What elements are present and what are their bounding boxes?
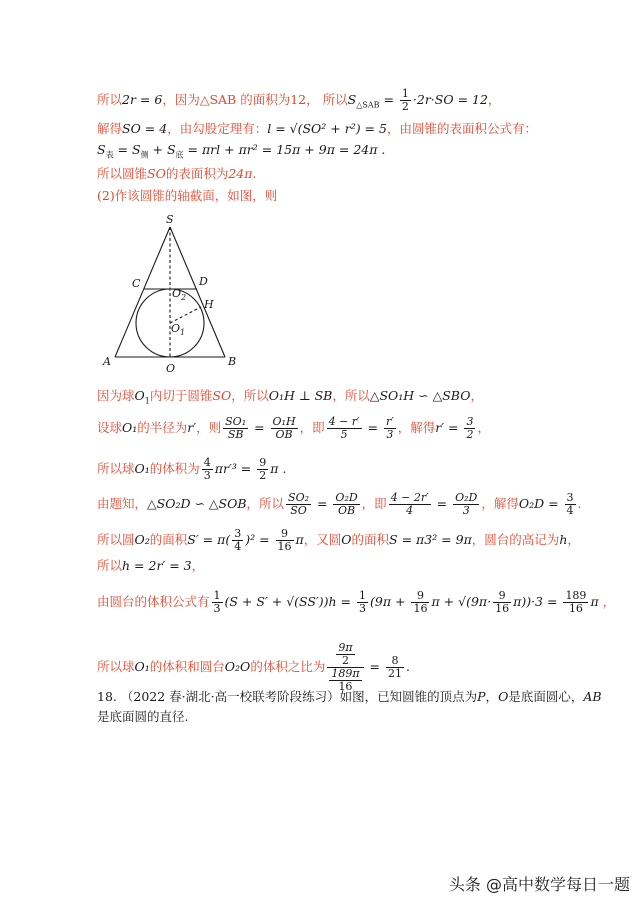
text: 内切于圆锥 bbox=[149, 388, 213, 403]
math: AB bbox=[583, 689, 602, 704]
text: ， bbox=[598, 594, 616, 609]
text: 所以圆锥 bbox=[97, 166, 148, 181]
math: ·2r·SO = 12 bbox=[412, 92, 488, 107]
math: O₁H ⊥ SB bbox=[268, 388, 333, 403]
math: SO = 4 bbox=[122, 121, 168, 136]
question-18-line-2 bbox=[97, 708, 188, 726]
text: 的体积之比为 bbox=[250, 659, 326, 674]
text: 设球 bbox=[97, 420, 123, 435]
text: 由题知， bbox=[97, 496, 148, 511]
math: π + √(9π· bbox=[431, 594, 492, 609]
text: ， bbox=[477, 420, 490, 435]
math: = bbox=[379, 92, 398, 107]
math-sub: △SAB bbox=[356, 100, 380, 110]
text: 由圆台的体积公式有 bbox=[97, 594, 210, 609]
watermark: 头条 @高中数学每日一题 bbox=[448, 875, 630, 894]
text: ， bbox=[567, 532, 580, 547]
text: ，所以 bbox=[231, 388, 269, 403]
math: O₂D = bbox=[518, 496, 563, 511]
fraction: $\frac{1}{3}$ bbox=[213, 589, 221, 615]
label-b: B bbox=[228, 355, 237, 368]
text: 所以球 bbox=[97, 659, 135, 674]
text: . bbox=[577, 496, 582, 511]
label-a: A bbox=[103, 355, 111, 368]
math: O₁ bbox=[122, 420, 138, 435]
math: S bbox=[347, 92, 357, 107]
text: 所以 bbox=[97, 92, 123, 107]
text: 的表面积为 bbox=[165, 166, 229, 181]
math: = bbox=[363, 420, 382, 435]
text: 的半径为 bbox=[137, 420, 188, 435]
label-c: C bbox=[132, 277, 141, 290]
math: π bbox=[590, 594, 599, 609]
math: π bbox=[295, 532, 304, 547]
text: ，由勾股定理有： bbox=[167, 121, 268, 136]
math: O₂O bbox=[224, 659, 251, 674]
math: (S + S′ + √(SS′))h = bbox=[224, 594, 356, 609]
solution-line-7 bbox=[97, 416, 490, 441]
math: = bbox=[313, 496, 332, 511]
math: r′ bbox=[187, 420, 197, 435]
label-o2: $O_2$ bbox=[172, 287, 187, 302]
math: πr′³ = bbox=[214, 461, 256, 476]
math: h bbox=[559, 532, 568, 547]
text: ， bbox=[487, 92, 501, 107]
text: 是底面圆心， bbox=[508, 689, 584, 704]
text: 12 bbox=[290, 92, 307, 107]
label-d: D bbox=[199, 275, 208, 288]
fraction: $\frac{\text{SO₁}}{SB}$ bbox=[225, 415, 247, 441]
math: SO bbox=[212, 388, 232, 403]
label-o1: $O_1$ bbox=[171, 322, 186, 337]
text: 所以 bbox=[97, 558, 123, 573]
fraction: $\frac{\text{O₁H}}{OB}$ bbox=[272, 415, 296, 441]
fraction: $\frac{\text{O₂D}}{OB}$ bbox=[335, 491, 358, 517]
text: ， bbox=[485, 689, 499, 704]
question-source: （2022 春·湖北·高一校联考阶段练习） bbox=[120, 689, 340, 704]
math-sub: 侧 bbox=[140, 150, 149, 160]
text: (2)作该圆锥的轴截面，如图，则 bbox=[97, 188, 278, 203]
label-s: S bbox=[166, 215, 174, 226]
math: S = π3² = 9π bbox=[389, 532, 472, 547]
fraction: $\frac{3}{4}$ bbox=[566, 491, 574, 517]
math: = S bbox=[113, 142, 141, 157]
fraction: $\frac{4 - 2r'}{4}$ bbox=[390, 491, 429, 517]
fraction: $\frac{\text{SO₂}}{SO}$ bbox=[288, 491, 309, 517]
text: . bbox=[377, 142, 386, 157]
fraction: $\frac{9}{16}$ bbox=[413, 589, 428, 615]
text: 因为球 bbox=[97, 388, 135, 403]
solution-line-3 bbox=[97, 142, 385, 164]
text: 所以圆 bbox=[97, 532, 135, 547]
solution-line-11 bbox=[97, 558, 204, 574]
fraction: $\frac{3}{2}$ bbox=[466, 415, 474, 441]
math-sub: 底 bbox=[175, 150, 184, 160]
math: O₂ bbox=[134, 532, 150, 547]
math: )² = bbox=[245, 532, 274, 547]
math: l = √(SO² + r²) = 5 bbox=[267, 121, 387, 136]
text: ， 所以 bbox=[306, 92, 348, 107]
question-18 bbox=[97, 688, 602, 706]
text: 解得 bbox=[97, 121, 123, 136]
text: ，解得 bbox=[481, 496, 519, 511]
fraction: $\frac{8}{21}$ bbox=[387, 654, 402, 680]
fraction: $\frac{9}{2}$ bbox=[259, 456, 267, 482]
fraction: $\frac{1}{2}$ bbox=[401, 87, 409, 113]
math: 2r = 6 bbox=[122, 92, 163, 107]
solution-line-6 bbox=[97, 388, 483, 410]
label-h: H bbox=[204, 298, 214, 311]
solution-line-1 bbox=[97, 88, 500, 114]
text: ，因为 bbox=[162, 92, 200, 107]
cone-cross-section-figure bbox=[100, 215, 250, 375]
math: △SO₂D ∽ △SOB bbox=[147, 496, 247, 511]
math: SO bbox=[147, 166, 166, 181]
text: ，所以 bbox=[246, 496, 285, 511]
text: 如图，已知圆锥的顶点为 bbox=[339, 689, 478, 704]
math: S bbox=[97, 142, 106, 157]
text: ，则 bbox=[196, 420, 222, 435]
solution-line-2 bbox=[97, 121, 537, 137]
math: O₁ bbox=[134, 461, 150, 476]
text: ，即 bbox=[299, 420, 325, 435]
edge-sa bbox=[115, 227, 170, 357]
math: O bbox=[134, 388, 145, 403]
math: π . bbox=[270, 461, 287, 476]
text: ，即 bbox=[361, 496, 387, 511]
text: . bbox=[252, 166, 257, 181]
fraction: $\frac{9}{16}$ bbox=[277, 527, 292, 553]
math: = πrl + πr² = 15π + 9π = 24π bbox=[183, 142, 378, 157]
text: 是底面圆的直径. bbox=[97, 709, 189, 724]
math: P bbox=[477, 689, 486, 704]
solution-line-8 bbox=[97, 457, 286, 482]
text: ，所以 bbox=[332, 388, 370, 403]
text: ， bbox=[470, 388, 483, 403]
math: = bbox=[365, 659, 384, 674]
fraction: $\frac{r'}{3}$ bbox=[385, 415, 394, 441]
math: h = 2r′ = 3 bbox=[122, 558, 192, 573]
label-o: O bbox=[166, 362, 176, 375]
math: 24π bbox=[228, 166, 253, 181]
text: ，又圆 bbox=[303, 532, 342, 547]
math: + S bbox=[148, 142, 176, 157]
solution-line-4 bbox=[97, 166, 256, 182]
solution-line-10 bbox=[97, 528, 580, 553]
math: = bbox=[250, 420, 269, 435]
text: ， bbox=[191, 558, 205, 573]
text: ，解得 bbox=[397, 420, 436, 435]
fraction: $\frac{189}{16}$ bbox=[565, 589, 587, 615]
text: ，圆台的高记为 bbox=[471, 532, 560, 547]
text: 的体积和圆台 bbox=[149, 659, 225, 674]
fraction: $\frac{1}{3}$ bbox=[359, 589, 367, 615]
question-number: 18. bbox=[97, 689, 117, 704]
math: △SO₁H ∽ △SBO bbox=[369, 388, 471, 403]
math: O bbox=[498, 689, 509, 704]
solution-line-9 bbox=[97, 492, 582, 517]
compound-fraction: $\frac{\frac{9\pi}{2}}{\frac{189\pi}{16}}$ bbox=[327, 642, 363, 693]
fraction: $\frac{3}{4}$ bbox=[234, 527, 242, 553]
text: △SAB 的面积为 bbox=[199, 92, 291, 107]
math-sub: 表 bbox=[105, 150, 114, 160]
fraction: $\frac{\text{O₂D}}{3}$ bbox=[455, 491, 478, 517]
math: O bbox=[341, 532, 352, 547]
math: π))·3 = bbox=[513, 594, 562, 609]
fraction: $\frac{9}{16}$ bbox=[495, 589, 510, 615]
solution-line-12 bbox=[97, 590, 615, 615]
text: . bbox=[405, 659, 410, 674]
math: = bbox=[432, 496, 452, 511]
math: r′ = bbox=[435, 420, 463, 435]
math: S′ = π( bbox=[187, 532, 231, 547]
solution-line-5 bbox=[97, 188, 277, 204]
solution-line-13 bbox=[97, 642, 410, 693]
radius-o1h bbox=[170, 307, 201, 323]
text: 的面积 bbox=[351, 532, 390, 547]
text: ，由圆锥的表面积公式有： bbox=[386, 121, 537, 136]
fraction: $\frac{4}{3}$ bbox=[203, 456, 211, 482]
math-sub: 1 bbox=[144, 396, 150, 406]
math: O₁ bbox=[134, 659, 150, 674]
text: 的面积 bbox=[149, 532, 188, 547]
math: (9π + bbox=[370, 594, 410, 609]
text: 的体积为 bbox=[149, 461, 200, 476]
text: 所以球 bbox=[97, 461, 135, 476]
fraction: $\frac{4 - r'}{5}$ bbox=[328, 415, 360, 441]
